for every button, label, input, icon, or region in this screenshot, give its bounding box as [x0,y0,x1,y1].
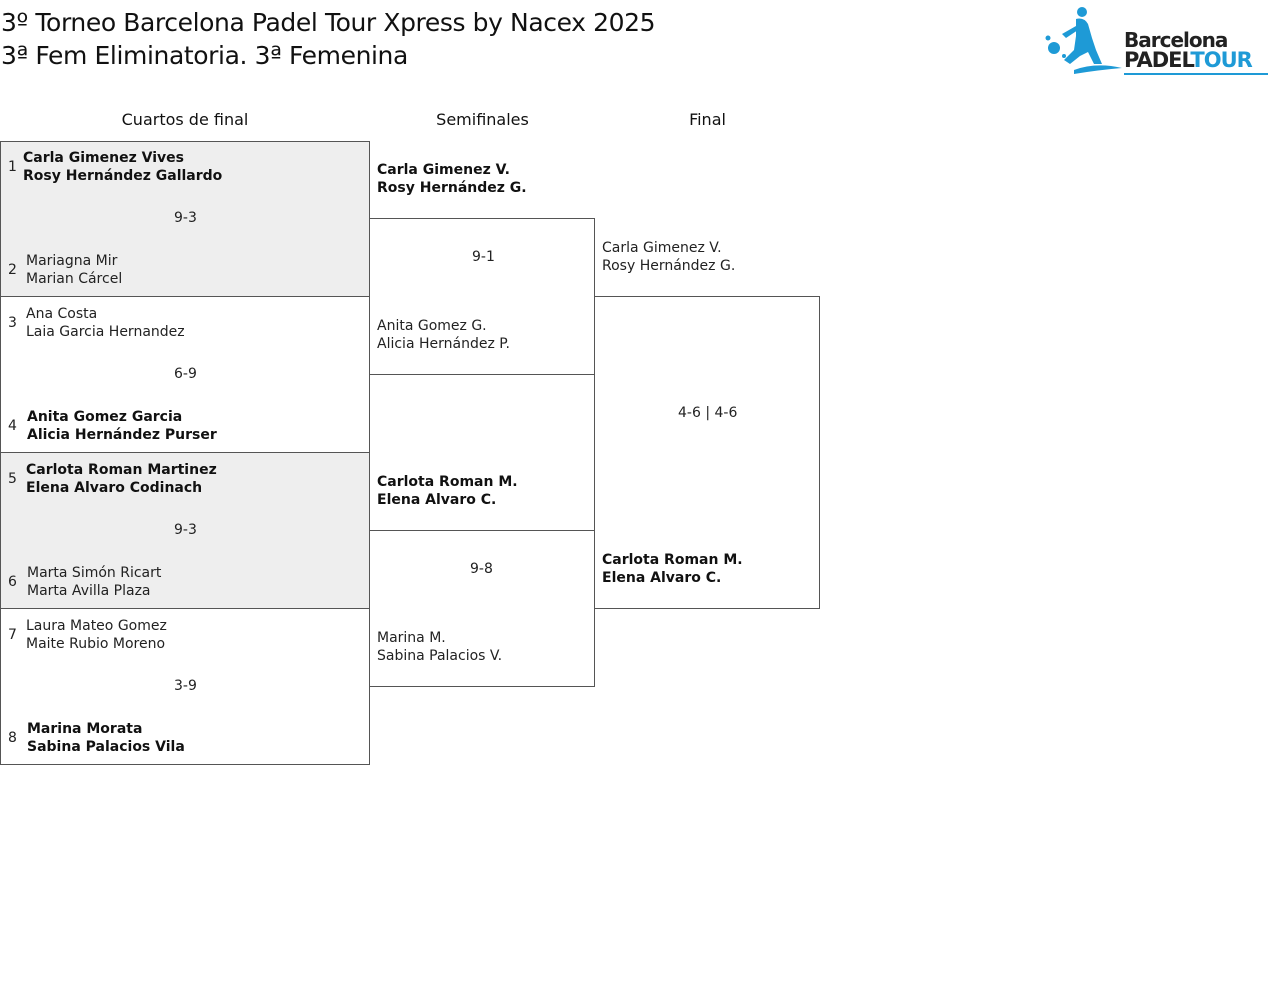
seed-number: 3 [8,315,17,331]
team-entry-winner[interactable] [602,551,743,587]
logo-word-padel: PADEL [1124,48,1191,72]
round-header-final: Final [689,110,726,129]
player-name: Laia Garcia Hernandez [26,324,185,340]
team-entry-winner[interactable] [26,461,217,497]
logo-underline [1124,73,1268,75]
match-score: 9-8 [470,561,493,577]
player-name: Elena Alvaro C. [602,570,722,586]
player-name: Marta Avilla Plaza [27,583,151,599]
padel-player-icon [1040,4,1124,76]
logo-word-padeltour [1124,48,1252,72]
team-entry[interactable] [377,317,510,353]
match-score: 4-6 | 4-6 [678,405,738,421]
team-entry-winner[interactable] [27,720,185,756]
team-entry[interactable] [27,564,161,600]
player-name: Elena Alvaro C. [377,492,497,508]
team-entry[interactable] [26,305,185,341]
team-entry[interactable] [377,629,502,665]
category-title: 3ª Fem Eliminatoria. 3ª Femenina [1,41,408,70]
player-name: Laura Mateo Gomez [26,618,167,634]
match-score: 3-9 [174,678,197,694]
match-score: 9-3 [174,522,197,538]
round-header-semifinals: Semifinales [436,110,529,129]
tournament-title: 3º Torneo Barcelona Padel Tour Xpress by Nacex 2025 [1,8,656,37]
player-name: Alicia Hernández Purser [27,427,217,443]
player-name: Sabina Palacios V. [377,648,503,664]
player-name: Sabina Palacios Vila [27,739,185,755]
barcelona-padel-tour-logo [1040,4,1272,76]
team-entry-winner[interactable] [377,473,518,509]
match-score: 9-3 [174,210,197,226]
player-name: Marian Cárcel [26,271,123,287]
seed-number: 1 [8,159,17,175]
player-name: Anita Gomez G. [377,318,487,334]
player-name: Marina Morata [27,721,143,737]
round-header-quarterfinals: Cuartos de final [121,110,249,129]
seed-number: 2 [8,262,17,278]
player-name: Carlota Roman M. [377,474,518,490]
seed-number: 4 [8,418,17,434]
player-name: Carlota Roman M. [602,552,743,568]
player-name: Marina M. [377,630,446,646]
seed-number: 6 [8,574,17,590]
player-name: Carla Gimenez Vives [23,150,184,166]
player-name: Mariagna Mir [26,253,118,269]
player-name: Ana Costa [26,306,98,322]
seed-number: 5 [8,471,17,487]
player-name: Rosy Hernández G. [377,180,527,196]
logo-word-barcelona: Barcelona [1124,28,1228,52]
team-entry-winner[interactable] [27,408,217,444]
player-name: Carlota Roman Martinez [26,462,217,478]
player-name: Anita Gomez Garcia [27,409,183,425]
player-name: Rosy Hernández Gallardo [23,168,223,184]
seed-number: 7 [8,627,17,643]
logo-word-tour: TOUR [1190,48,1252,72]
team-entry-winner[interactable] [23,149,222,185]
player-name: Rosy Hernández G. [602,258,736,274]
player-name: Maite Rubio Moreno [26,636,166,652]
player-name: Carla Gimenez V. [377,162,510,178]
seed-number: 8 [8,730,17,746]
player-name: Alicia Hernández P. [377,336,510,352]
match-score: 9-1 [472,249,495,265]
player-name: Elena Alvaro Codinach [26,480,203,496]
team-entry[interactable] [26,252,122,288]
team-entry[interactable] [26,617,167,653]
player-name: Marta Simón Ricart [27,565,162,581]
team-entry-winner[interactable] [377,161,527,197]
match-score: 6-9 [174,366,197,382]
team-entry[interactable] [602,239,735,275]
player-name: Carla Gimenez V. [602,240,722,256]
